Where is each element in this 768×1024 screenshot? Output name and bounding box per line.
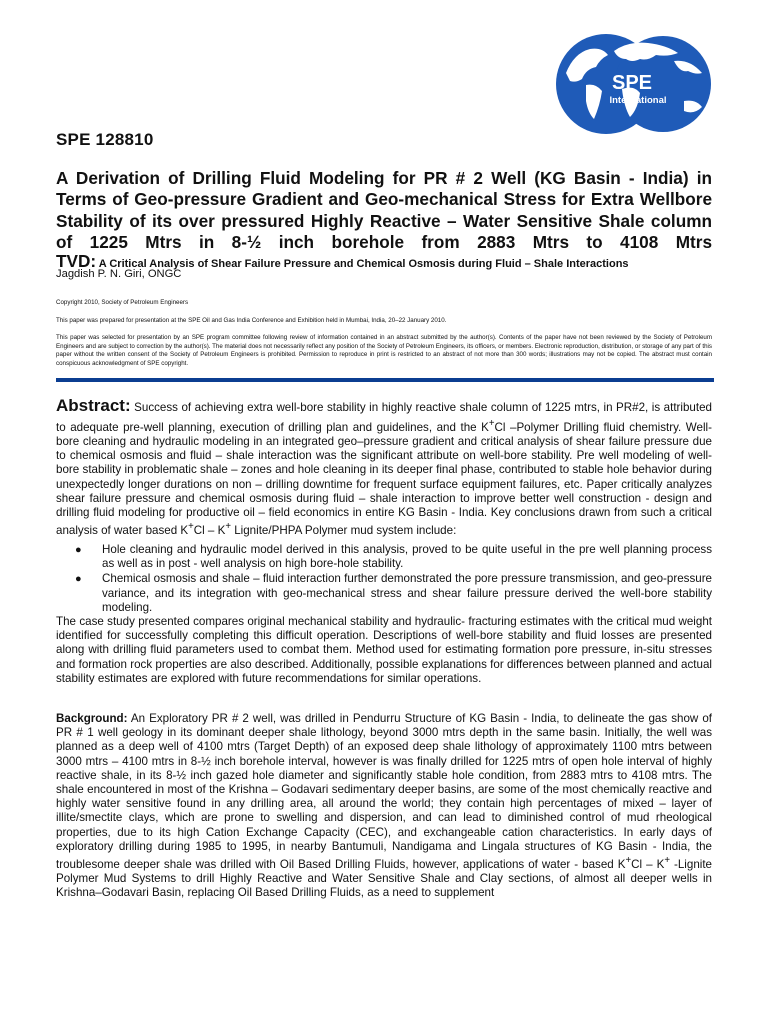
logo-main-text: SPE <box>611 72 653 94</box>
abstract-paragraph <box>56 397 712 538</box>
superscript: + <box>488 418 495 429</box>
authors: Jagdish P. N. Giri, ONGC <box>56 268 182 280</box>
logo-sub-text: International <box>609 95 667 106</box>
copyright-notice: Copyright 2010, Society of Petroleum Engineers <box>56 299 189 306</box>
background-text-2: Cl – K <box>631 857 665 871</box>
list-item <box>56 543 712 571</box>
background-text-1: An Exploratory PR # 2 well, was drilled in Pendurru Structure of KG Basin - India, to delineate the gas show of PR # 1 well geology in its dominant deeper shale lithology, beyond 3000 mtrs depth in the same basin. Initially, the well was planned as a deep well of 4100 mtrs (Target Depth) of an exposed deep shale lithology of approximately 1100 mtrs between 3000 mtrs – 4100 mtrs in 8-½ inch borehole interval, however is was finally drilled for 1225 mtrs of open hole interval of highly reactive shale, in its 8-½ inch gazed hole diameter and significantly stable hole condition, from 2883 mtrs to 4108 mtrs. The shale encountered in most of the Krishna – Godavari sedimentary deeper basins, are some of the most chemically reactive and highly water sensitive found in any drilling area, all around the world; they contain high percentages of mixed – layer of illite/smectite clays, which are prone to swelling and dispersion, and can lead to diminished control of mud rheological properties, due to its high Cation Exchange Capacity (CEC), and exchangeable cation characteristics. In early days of exploratory drilling during 1985 to 1995, in nearby Bantumuli, Nandigama and Lingala structures of KG Basin - India, the troublesome deeper shale was drilled with Oil Based Drilling Fluids, however, applications of water - based K <box>56 712 712 871</box>
bullet-text: Hole cleaning and hydraulic model derived in this analysis, proved to be quite useful in the pre well planning process as well as in post - well analysis on high bore-hole stability. <box>102 543 712 571</box>
superscript: + <box>664 855 670 867</box>
bullet-text: Chemical osmosis and shale – fluid interaction further demonstrated the pore pressure transmission, and geo-pressure variance, and its integration with geo-mechanical stress and shear failure pressure derived the well-bore stability modeling. <box>102 572 712 614</box>
title-tvd: TVD: <box>56 251 97 271</box>
background-label: Background: <box>56 712 128 725</box>
list-item <box>56 572 712 615</box>
superscript: + <box>188 521 194 533</box>
bullet-icon: ● <box>75 544 82 556</box>
abstract-text-1: Success of achieving extra well-bore stability in highly reactive shale column of 1225 mtrs, in PR#2, is attributed to adequate pre-well planning, execution of drilling plan and guidelines, and the K <box>56 401 712 434</box>
paper-subtitle: A Critical Analysis of Shear Failure Pressure and Chemical Osmosis during Fluid – Shale Interactions <box>96 258 629 270</box>
case-study-paragraph: The case study presented compares original mechanical stability and hydraulic- fracturing estimates with the critical mud weight identified for successfully completing this difficult operation. Descriptions of well-bore stability and fluid losses are presented along with drilling fluid parameters used to combat them. Method used for estimating formation pore pressure, in-situ stresses and formation rock properties are also described. Additionally, possible explanations for differences between planned and actual stability estimates are explored with future recommendations for similar operations. <box>56 615 712 685</box>
paper-number: SPE 128810 <box>56 130 154 149</box>
abstract-heading: Abstract: <box>56 396 131 415</box>
bullet-icon: ● <box>75 573 82 586</box>
superscript: + <box>225 521 231 533</box>
paper-title: A Derivation of Drilling Fluid Modeling for PR # 2 Well (KG Basin - India) in Terms of Geo-pressure Gradient and Geo-mechanical Stress for Extra Wellbore Stability of its over pressured Highly Reactive – Water Sensitive Shale column of 1225 Mtrs in 8-½ inch borehole from 2883 Mtrs to 4108 Mtrs <box>56 168 712 253</box>
background-text-3: -Lignite Polymer Mud Systems to drill Highly Reactive and Water Sensitive Shale and Clay sections, of almost all deeper wells in Krishna–Godavari Basin, replacing Oil Based Drilling Fluids, as a need to supplement <box>56 857 713 900</box>
disclaimer: This paper was selected for presentation by an SPE program committee following review of information contained in an abstract submitted by the author(s). Contents of the paper have not been reviewed by the Society of Petroleum Engineers and are subject to correction by the author(s). The material does not necessarily reflect any position of the Society of Petroleum Engineers, its officers, or members. Electronic reproduction, distribution, or storage of any part of this paper without the written consent of the Society of Petroleum Engineers is prohibited. Permission to reproduce in print is restricted to an abstract of not more than 300 words; illustrations may not be copied. The abstract must contain conspicuous acknowledgment of SPE copyright. <box>56 334 712 367</box>
background-paragraph <box>56 712 712 901</box>
superscript: + <box>625 855 632 867</box>
abstract-text-4: Lignite/PHPA Polymer mud system include: <box>230 524 457 538</box>
abstract-text-3: Cl – K <box>193 524 226 538</box>
abstract-text-2: Cl –Polymer Drilling fluid chemistry. Well-bore cleaning and hydraulic modeling in an integrated geo–pressure gradient and critical analysis of shear failure pressure due to chemical osmosis and fluid – shale interaction was the significant attribute on well-bore stability. Pre well modeling of well-bore stability in problematic shale – zones and hole cleaning in its deeper final phase, contributed to stable hole behavior during unexpectedly longer durations on non – drilling downtime for frequent surface equipment failures, etc. Paper critically analyzes shear failure pressure and chemical osmosis during fluid – shale interaction to improve better well construction - design and drilling fluid modeling for productive oil – field economics in entire KG Basin - India. Key conclusions drawn from such a critical analysis of water based K <box>56 420 712 538</box>
header-divider <box>56 378 714 382</box>
presentation-notice: This paper was prepared for presentation at the SPE Oil and Gas India Conference and Exhibition held in Mumbai, India, 20–22 January 2010. <box>56 317 447 324</box>
abstract-bullet-list <box>56 543 712 616</box>
spe-international-logo <box>556 33 712 135</box>
